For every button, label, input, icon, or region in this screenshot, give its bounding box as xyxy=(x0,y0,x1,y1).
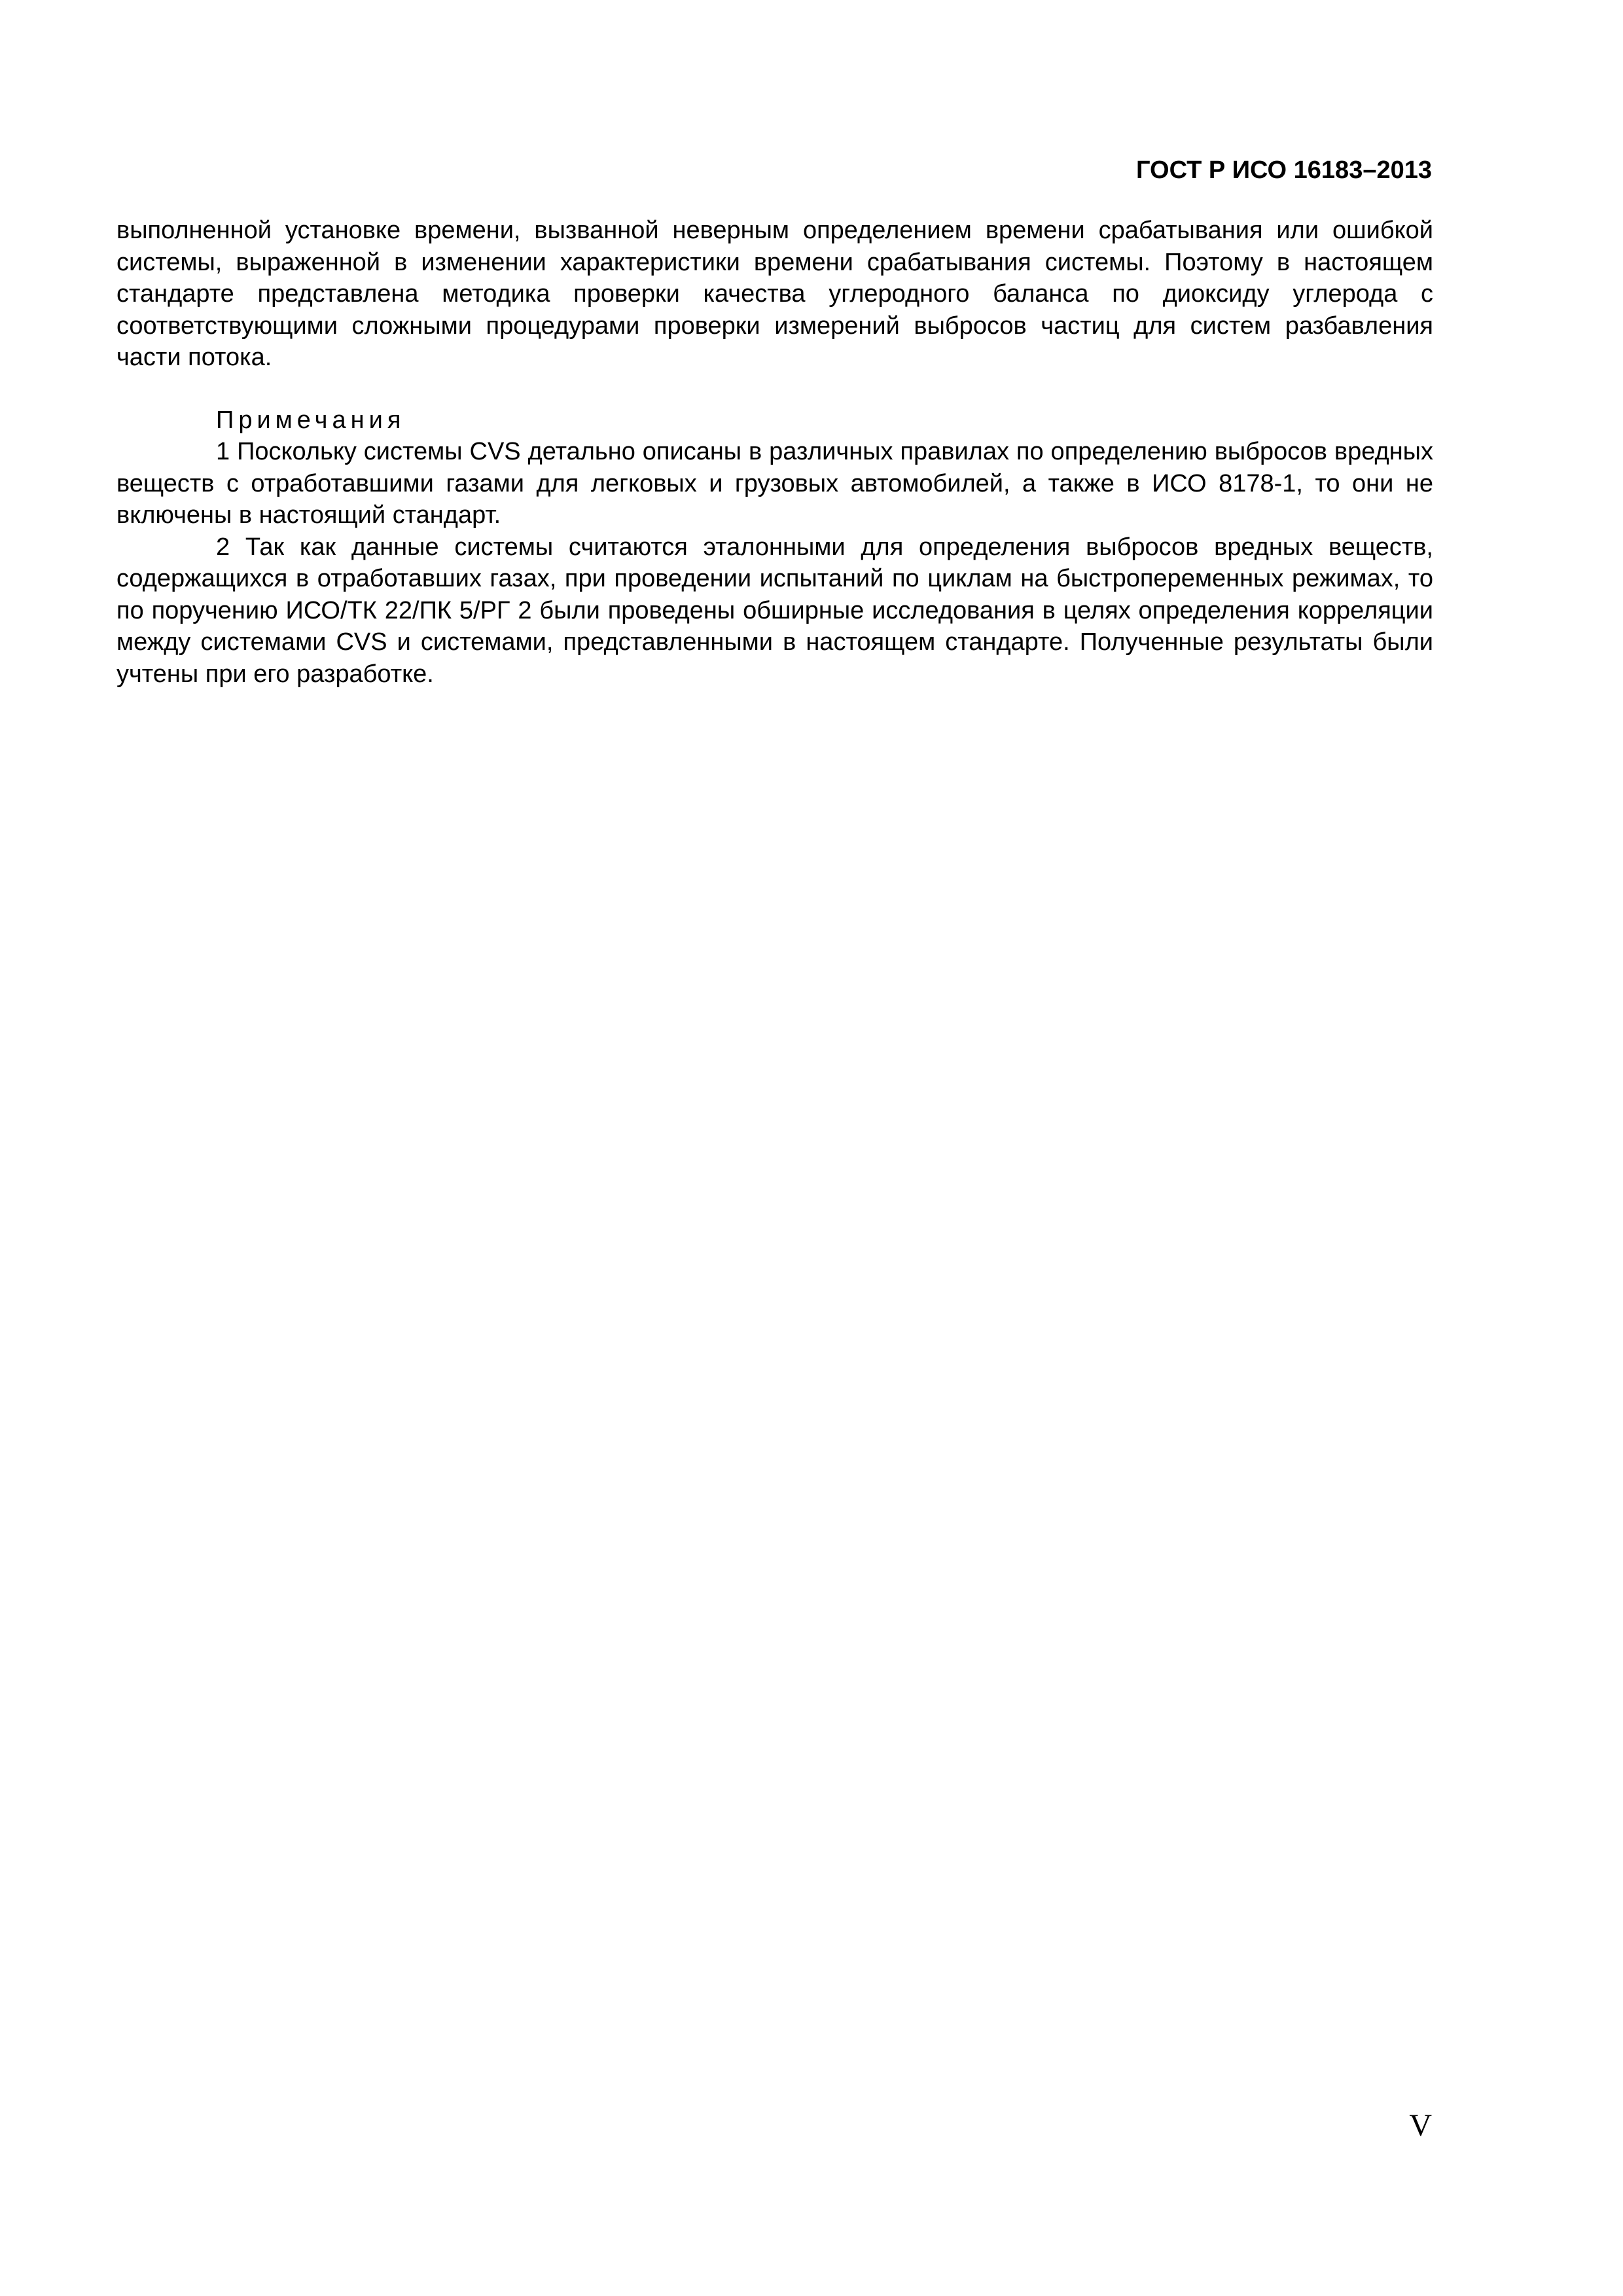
page-content xyxy=(116,215,1433,690)
notes-section xyxy=(116,404,1433,691)
body-paragraph: выполненной установке времени, вызванной неверным определением времени срабатывания или ошибкой системы, выраженной в изменении характеристики времени срабатывания системы. Поэтому в настоящем стандарте представлена методика проверки качества углеродного баланса по диоксиду углерода с соответствующими сложными процедурами проверки измерений выбросов частиц для систем разбавления части потока. xyxy=(116,217,1433,371)
notes-title: Примечания xyxy=(216,406,406,434)
note-item-2: 2 Так как данные системы считаются эталонными для определения выбросов вредных веществ, содержащихся в отработавших газах, при проведении испытаний по циклам на быстропеременных режимах, то по поручению ИСО/ТК 22/ПК 5/РГ 2 были проведены обширные исследования в целях определения корреляции между системами CVS и системами, представленными в настоящем стандарте. Полученные результаты были учтены при его разработке. xyxy=(116,533,1433,688)
document-header-id: ГОСТ Р ИСО 16183–2013 xyxy=(1135,156,1432,184)
note-item-1: 1 Поскольку системы CVS детально описаны в различных правилах по определению выбросов вредных веществ с отработавшими газами для легковых и грузовых автомобилей, а также в ИСО 8178-1, то они не включены в настоящий стандарт. xyxy=(116,438,1433,529)
page-number: V xyxy=(1409,2108,1432,2143)
